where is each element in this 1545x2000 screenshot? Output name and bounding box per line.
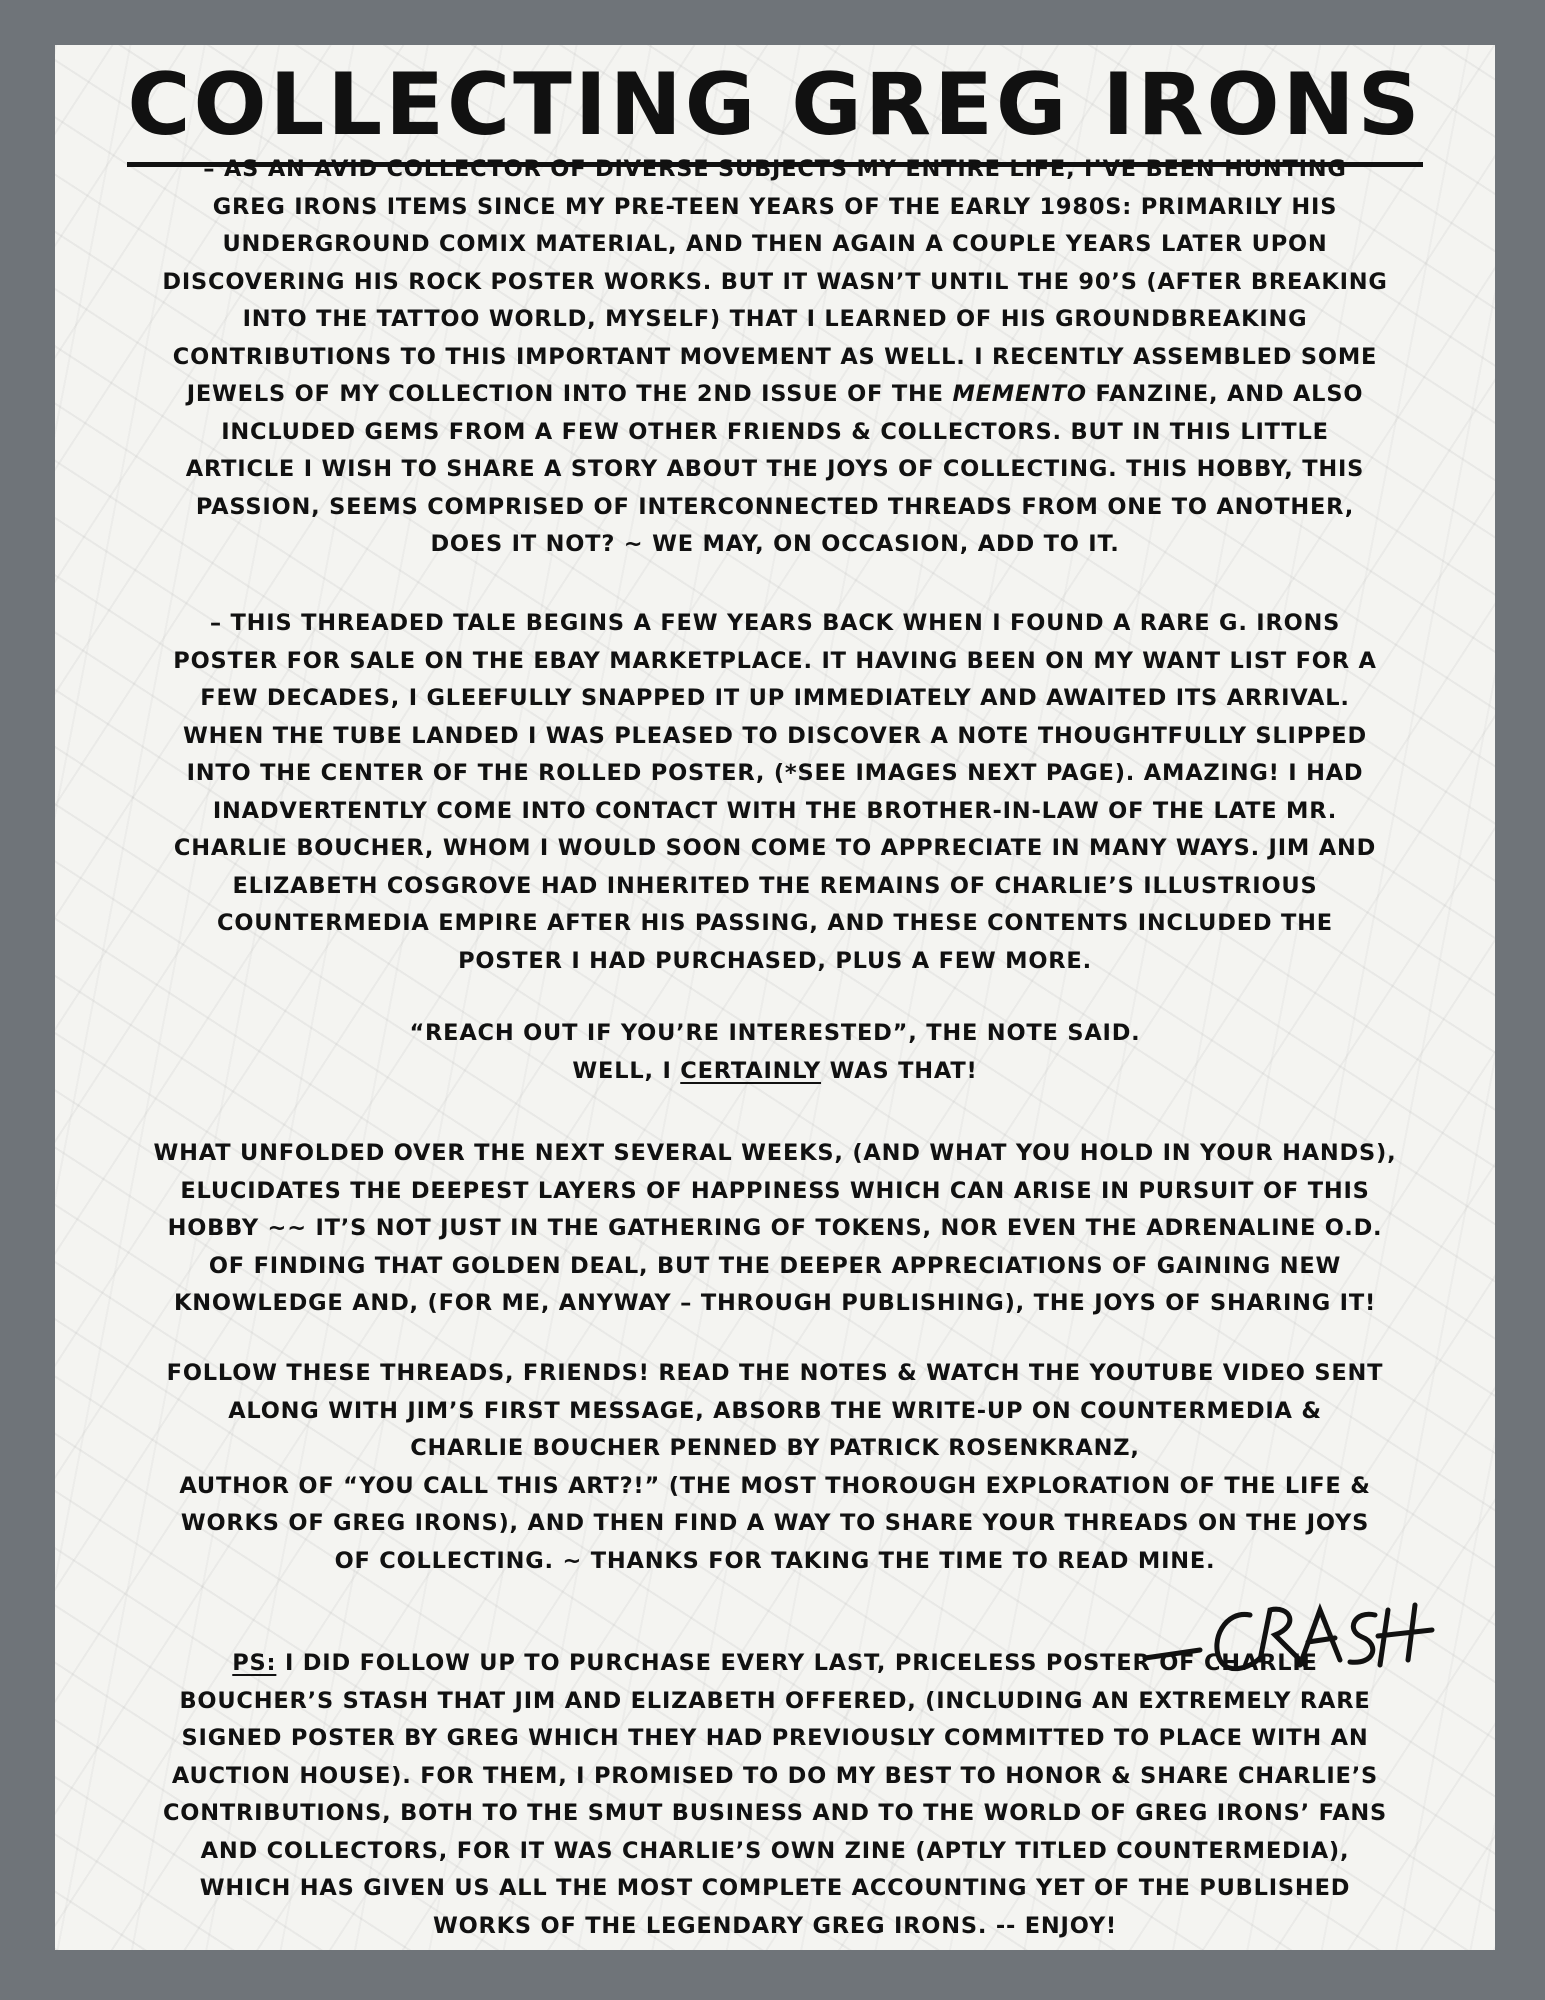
text-line: ELUCIDATES THE DEEPEST LAYERS OF HAPPINESS WHICH CAN ARISE IN PURSUIT OF THIS xyxy=(180,1177,1370,1204)
text-line: CONTRIBUTIONS TO THIS IMPORTANT MOVEMENT AS WELL. I RECENTLY ASSEMBLED SOME xyxy=(172,343,1378,370)
text-line: INTO THE CENTER OF THE ROLLED POSTER, (*SEE IMAGES NEXT PAGE). AMAZING! I HAD xyxy=(186,760,1364,786)
text-line: WHICH HAS GIVEN US ALL THE MOST COMPLETE ACCOUNTING YET OF THE PUBLISHED xyxy=(199,1875,1351,1901)
underlined-word: CERTAINLY xyxy=(680,1057,822,1084)
paragraph-ps xyxy=(75,1645,1475,1945)
text-line: AND COLLECTORS, FOR IT WAS CHARLIE’S OWN ZINE (APTLY TITLED COUNTERMEDIA), xyxy=(200,1837,1350,1864)
text-line xyxy=(75,376,1475,414)
text-line: INTO THE TATTOO WORLD, MYSELF) THAT I LEARNED OF HIS GROUNDBREAKING xyxy=(242,306,1308,332)
text-line: COUNTERMEDIA EMPIRE AFTER HIS PASSING, AND THESE CONTENTS INCLUDED THE xyxy=(217,910,1333,936)
text-line: AUCTION HOUSE). FOR THEM, I PROMISED TO DO MY BEST TO HONOR & SHARE CHARLIE’S xyxy=(171,1762,1379,1789)
text-line: ALONG WITH JIM’S FIRST MESSAGE, ABSORB THE WRITE-UP ON COUNTERMEDIA & xyxy=(228,1397,1322,1424)
text-line: CHARLIE BOUCHER PENNED BY PATRICK ROSENKRANZ, xyxy=(410,1435,1140,1461)
text-line: POSTER FOR SALE ON THE EBAY MARKETPLACE. IT HAVING BEEN ON MY WANT LIST FOR A xyxy=(173,647,1377,674)
text-line: UNDERGROUND COMIX MATERIAL, AND THEN AGAIN A COUPLE YEARS LATER UPON xyxy=(222,231,1328,257)
text-line: FOLLOW THESE THREADS, FRIENDS! READ THE NOTES & WATCH THE YOUTUBE VIDEO SENT xyxy=(166,1360,1384,1386)
text-line xyxy=(75,1645,1475,1683)
text-line: INADVERTENTLY COME INTO CONTACT WITH THE BROTHER-IN-LAW OF THE LATE MR. xyxy=(212,797,1338,824)
article-page xyxy=(55,45,1495,1950)
text-segment: WAS THAT! xyxy=(829,1057,978,1084)
text-line: – AS AN AVID COLLECTOR OF DIVERSE SUBJECTS MY ENTIRE LIFE, I’VE BEEN HUNTING xyxy=(203,156,1347,182)
text-line: AUTHOR OF “YOU CALL THIS ART?!” (THE MOST THOROUGH EXPLORATION OF THE LIFE & xyxy=(179,1472,1371,1499)
paragraph-intro xyxy=(75,151,1475,564)
text-line: PASSION, SEEMS COMPRISED OF INTERCONNECTED THREADS FROM ONE TO ANOTHER, xyxy=(195,493,1355,520)
text-segment: WELL, I xyxy=(572,1057,672,1084)
paragraph-follow xyxy=(75,1355,1475,1580)
text-line: SIGNED POSTER BY GREG WHICH THEY HAD PREVIOUSLY COMMITTED TO PLACE WITH AN xyxy=(181,1725,1369,1751)
paragraph-tale xyxy=(75,605,1475,980)
text-line: BOUCHER’S STASH THAT JIM AND ELIZABETH OFFERED, (INCLUDING AN EXTREMELY RARE xyxy=(179,1687,1371,1714)
text-line: CHARLIE BOUCHER, WHOM I WOULD SOON COME TO APPRECIATE IN MANY WAYS. JIM AND xyxy=(173,835,1377,861)
text-line xyxy=(75,1053,1475,1091)
article-title: COLLECTING GREG IRONS xyxy=(127,55,1423,155)
text-segment: I DID FOLLOW UP TO PURCHASE EVERY LAST, PRICELESS POSTER OF CHARLIE xyxy=(285,1650,1318,1676)
text-line: INCLUDED GEMS FROM A FEW OTHER FRIENDS & COLLECTORS. BUT IN THIS LITTLE xyxy=(221,418,1329,445)
paragraph-unfolded xyxy=(75,1135,1475,1323)
text-line: GREG IRONS ITEMS SINCE MY PRE-TEEN YEARS OF THE EARLY 1980S: PRIMARILY HIS xyxy=(212,193,1338,220)
text-line: WHEN THE TUBE LANDED I WAS PLEASED TO DISCOVER A NOTE THOUGHTFULLY SLIPPED xyxy=(183,722,1367,749)
text-line: DOES IT NOT? ~ WE MAY, ON OCCASION, ADD TO IT. xyxy=(430,531,1120,557)
text-line: POSTER I HAD PURCHASED, PLUS A FEW MORE. xyxy=(458,947,1092,974)
text-line: HOBBY ~~ IT’S NOT JUST IN THE GATHERING OF TOKENS, NOR EVEN THE ADRENALINE O.D. xyxy=(167,1215,1383,1241)
text-line: KNOWLEDGE AND, (FOR ME, ANYWAY – THROUGH PUBLISHING), THE JOYS OF SHARING IT! xyxy=(173,1290,1377,1316)
text-line: ARTICLE I WISH TO SHARE A STORY ABOUT THE JOYS OF COLLECTING. THIS HOBBY, THIS xyxy=(185,456,1365,482)
text-line: DISCOVERING HIS ROCK POSTER WORKS. BUT IT WASN’T UNTIL THE 90’S (AFTER BREAKING xyxy=(162,268,1388,295)
text-line: OF FINDING THAT GOLDEN DEAL, BUT THE DEEPER APPRECIATIONS OF GAINING NEW xyxy=(208,1252,1342,1279)
text-line: “REACH OUT IF YOU’RE INTERESTED”, THE NOTE SAID. xyxy=(409,1020,1141,1046)
text-line: WHAT UNFOLDED OVER THE NEXT SEVERAL WEEKS, (AND WHAT YOU HOLD IN YOUR HANDS), xyxy=(153,1140,1397,1166)
text-line: WORKS OF GREG IRONS), AND THEN FIND A WAY TO SHARE YOUR THREADS ON THE JOYS xyxy=(180,1510,1370,1536)
text-line: FEW DECADES, I GLEEFULLY SNAPPED IT UP IMMEDIATELY AND AWAITED ITS ARRIVAL. xyxy=(200,685,1350,711)
text-line: OF COLLECTING. ~ THANKS FOR TAKING THE TIME TO READ MINE. xyxy=(334,1547,1216,1574)
text-line: CONTRIBUTIONS, BOTH TO THE SMUT BUSINESS AND TO THE WORLD OF GREG IRONS’ FANS xyxy=(162,1800,1388,1826)
paragraph-note-quote xyxy=(75,1015,1475,1090)
text-line: ELIZABETH COSGROVE HAD INHERITED THE REMAINS OF CHARLIE’S ILLUSTRIOUS xyxy=(232,872,1318,899)
text-line: – THIS THREADED TALE BEGINS A FEW YEARS BACK WHEN I FOUND A RARE G. IRONS xyxy=(209,610,1341,636)
text-segment: JEWELS OF MY COLLECTION INTO THE 2ND ISSUE OF THE xyxy=(186,381,944,407)
text-line: WORKS OF THE LEGENDARY GREG IRONS. -- ENJOY! xyxy=(432,1912,1117,1939)
ps-label: PS: xyxy=(232,1650,277,1676)
memento-title: MEMENTO xyxy=(952,381,1087,407)
text-segment: FANZINE, AND ALSO xyxy=(1095,381,1364,407)
